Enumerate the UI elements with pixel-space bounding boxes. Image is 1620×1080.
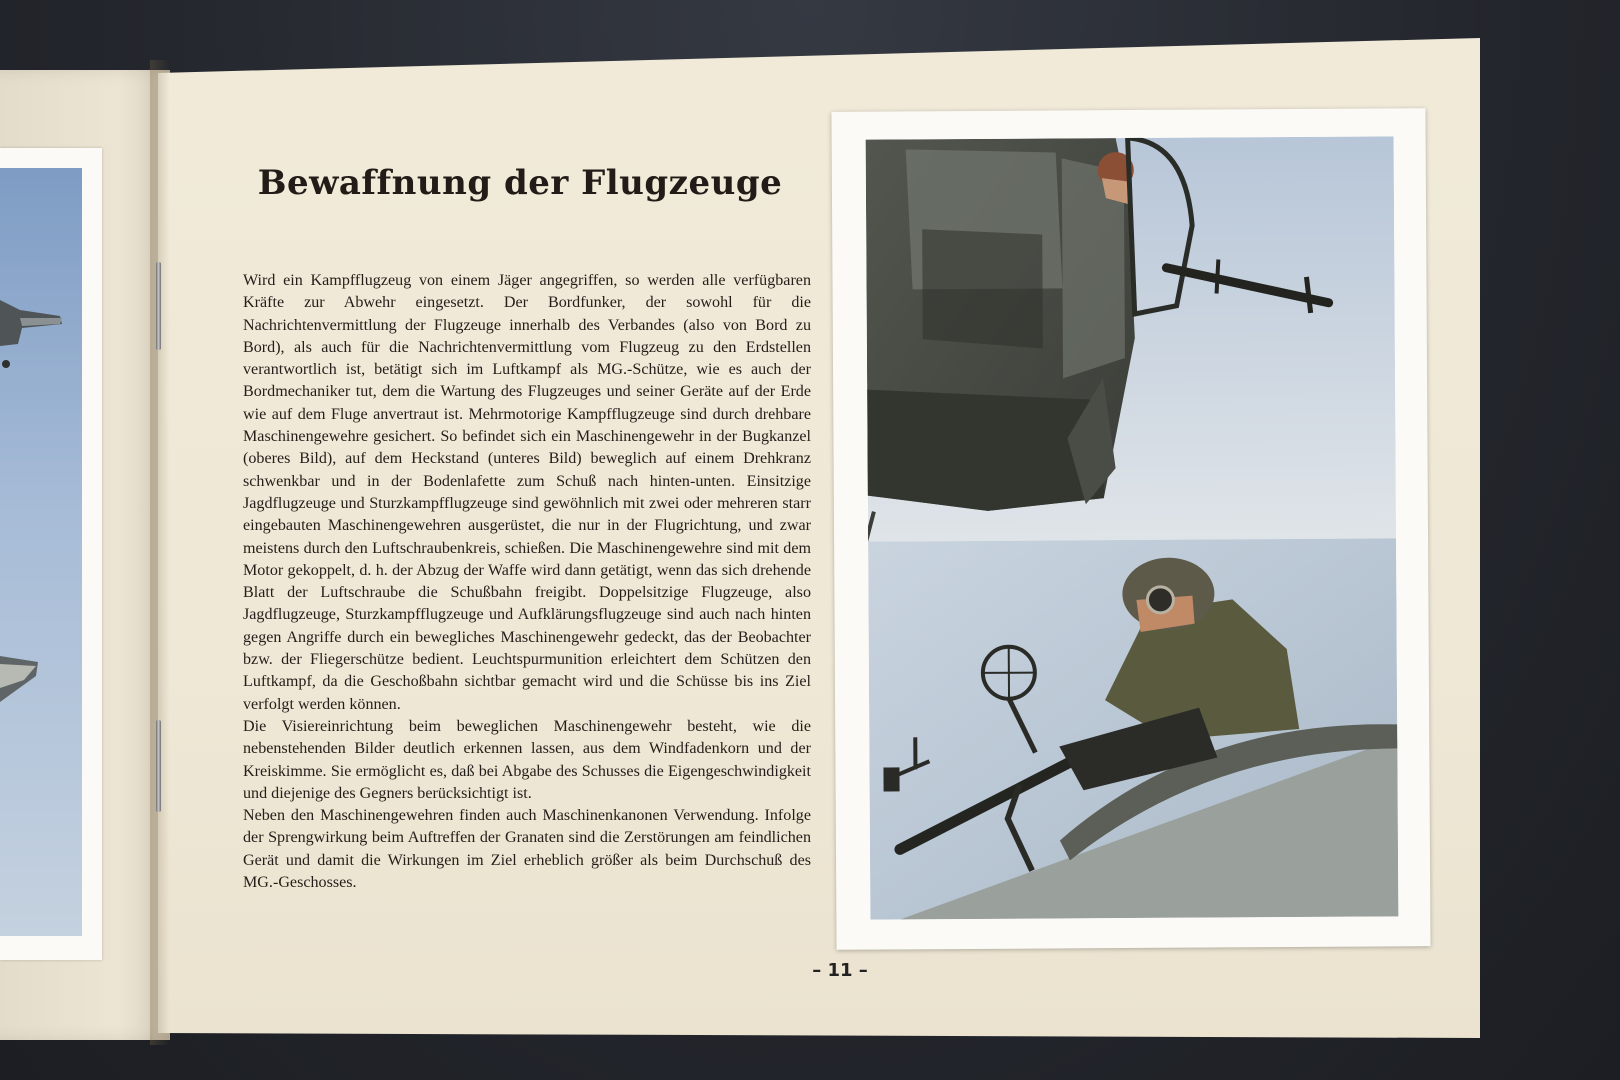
paragraph-1: Wird ein Kampfflugzeug von einem Jäger angegriffen, so werden alle verfügbaren Kräfte zur Abwehr eingesetzt. Der Bordfunker, der sowohl für die Nachrichtenvermittlung der Flugzeuge innerhalb des Verbandes (also von Bord zu Bord), als auch für die Nachrichtenvermittlung vom Flugzeug zu den Erdstellen verantwortlich ist, betätigt sich im Luftkampf als MG.-Schütze, wie es auch der Bordmechaniker tut, dem die Wartung des Flugzeuges und seiner Geräte auf der Erde wie auf dem Fluge anvertraut ist. Mehrmotorige Kampfflugzeuge sind durch drehbare Maschinengewehre gesichert. So befindet sich ein Maschinengewehr in der Bugkanzel (oberes Bild), auf dem Heckstand (unteres Bild) beweglich auf einem Drehkranz schwenkbar und in der Bodenlafette zum Schuß nach hinten-unten. Einsitzige Jagdflugzeuge und Sturzkampfflugzeuge sind gewöhnlich mit zwei oder mehreren starr eingebauten Maschinengewehren ausgerüstet, die nur in der Flugrichtung, und zwar meistens durch den Luftschraubenkreis, schießen. Die Maschinengewehre sind mit dem Motor gekoppelt, d. h. der Abzug der Waffe wird dann getätigt, wenn das sich drehende Blatt der Luftschraube die Schußbahn freigibt. Doppelsitzige Flugzeuge, also Jagdflugzeuge, Sturzkampfflugzeuge und Aufklärungsflugzeuge sind auch nach hinten gegen Angriffe durch ein bewegliches Maschinengewehr gedeckt, das der Beobachter bzw. der Fliegerschütze bedient. Leuchtspurmunition erleichtert dem Schützen den Luftkampf, da die Geschoßbahn sichtbar gemacht wird und die Schüsse bis ins Ziel verfolgt werden können. <box>243 272 811 713</box>
paragraph-3: Neben den Maschinengewehren finden auch Maschinenkanonen Verwendung. Infolge der Sprengwirkung beim Auftreffen der Granaten sind die Zerstörungen am feindlichen Gerät und damit die Wirkungen im Ziel erheblich größer als beim Durchschuß des MG.-Geschosses. <box>243 807 811 892</box>
paragraph-2: Die Visiereinrichtung beim beweglichen Maschinengewehr besteht, wie die nebenstehenden Bilder deutlich erkennen lassen, aus dem Windfadenkorn und der Kreiskimme. Sie ermöglicht es, daß bei Abgabe des Schusses die Eigengeschwindigkeit und diejenige des Gegners berücksichtigt ist. <box>243 717 811 802</box>
photo-card <box>831 108 1430 950</box>
page-gutter-shadow <box>150 60 178 1045</box>
aircraft-partial-photo <box>0 168 82 936</box>
photo-pair <box>866 136 1399 919</box>
page-number: – 11 – <box>812 960 868 981</box>
machine-gun-nose-photo <box>866 136 1396 541</box>
staple-bottom <box>156 720 161 812</box>
machine-gun-tail-photo <box>868 538 1398 919</box>
body-text <box>243 270 811 894</box>
page-title: Bewaffnung der Flugzeuge <box>257 162 783 203</box>
left-page-photo <box>0 148 102 960</box>
staple-top <box>156 262 161 350</box>
